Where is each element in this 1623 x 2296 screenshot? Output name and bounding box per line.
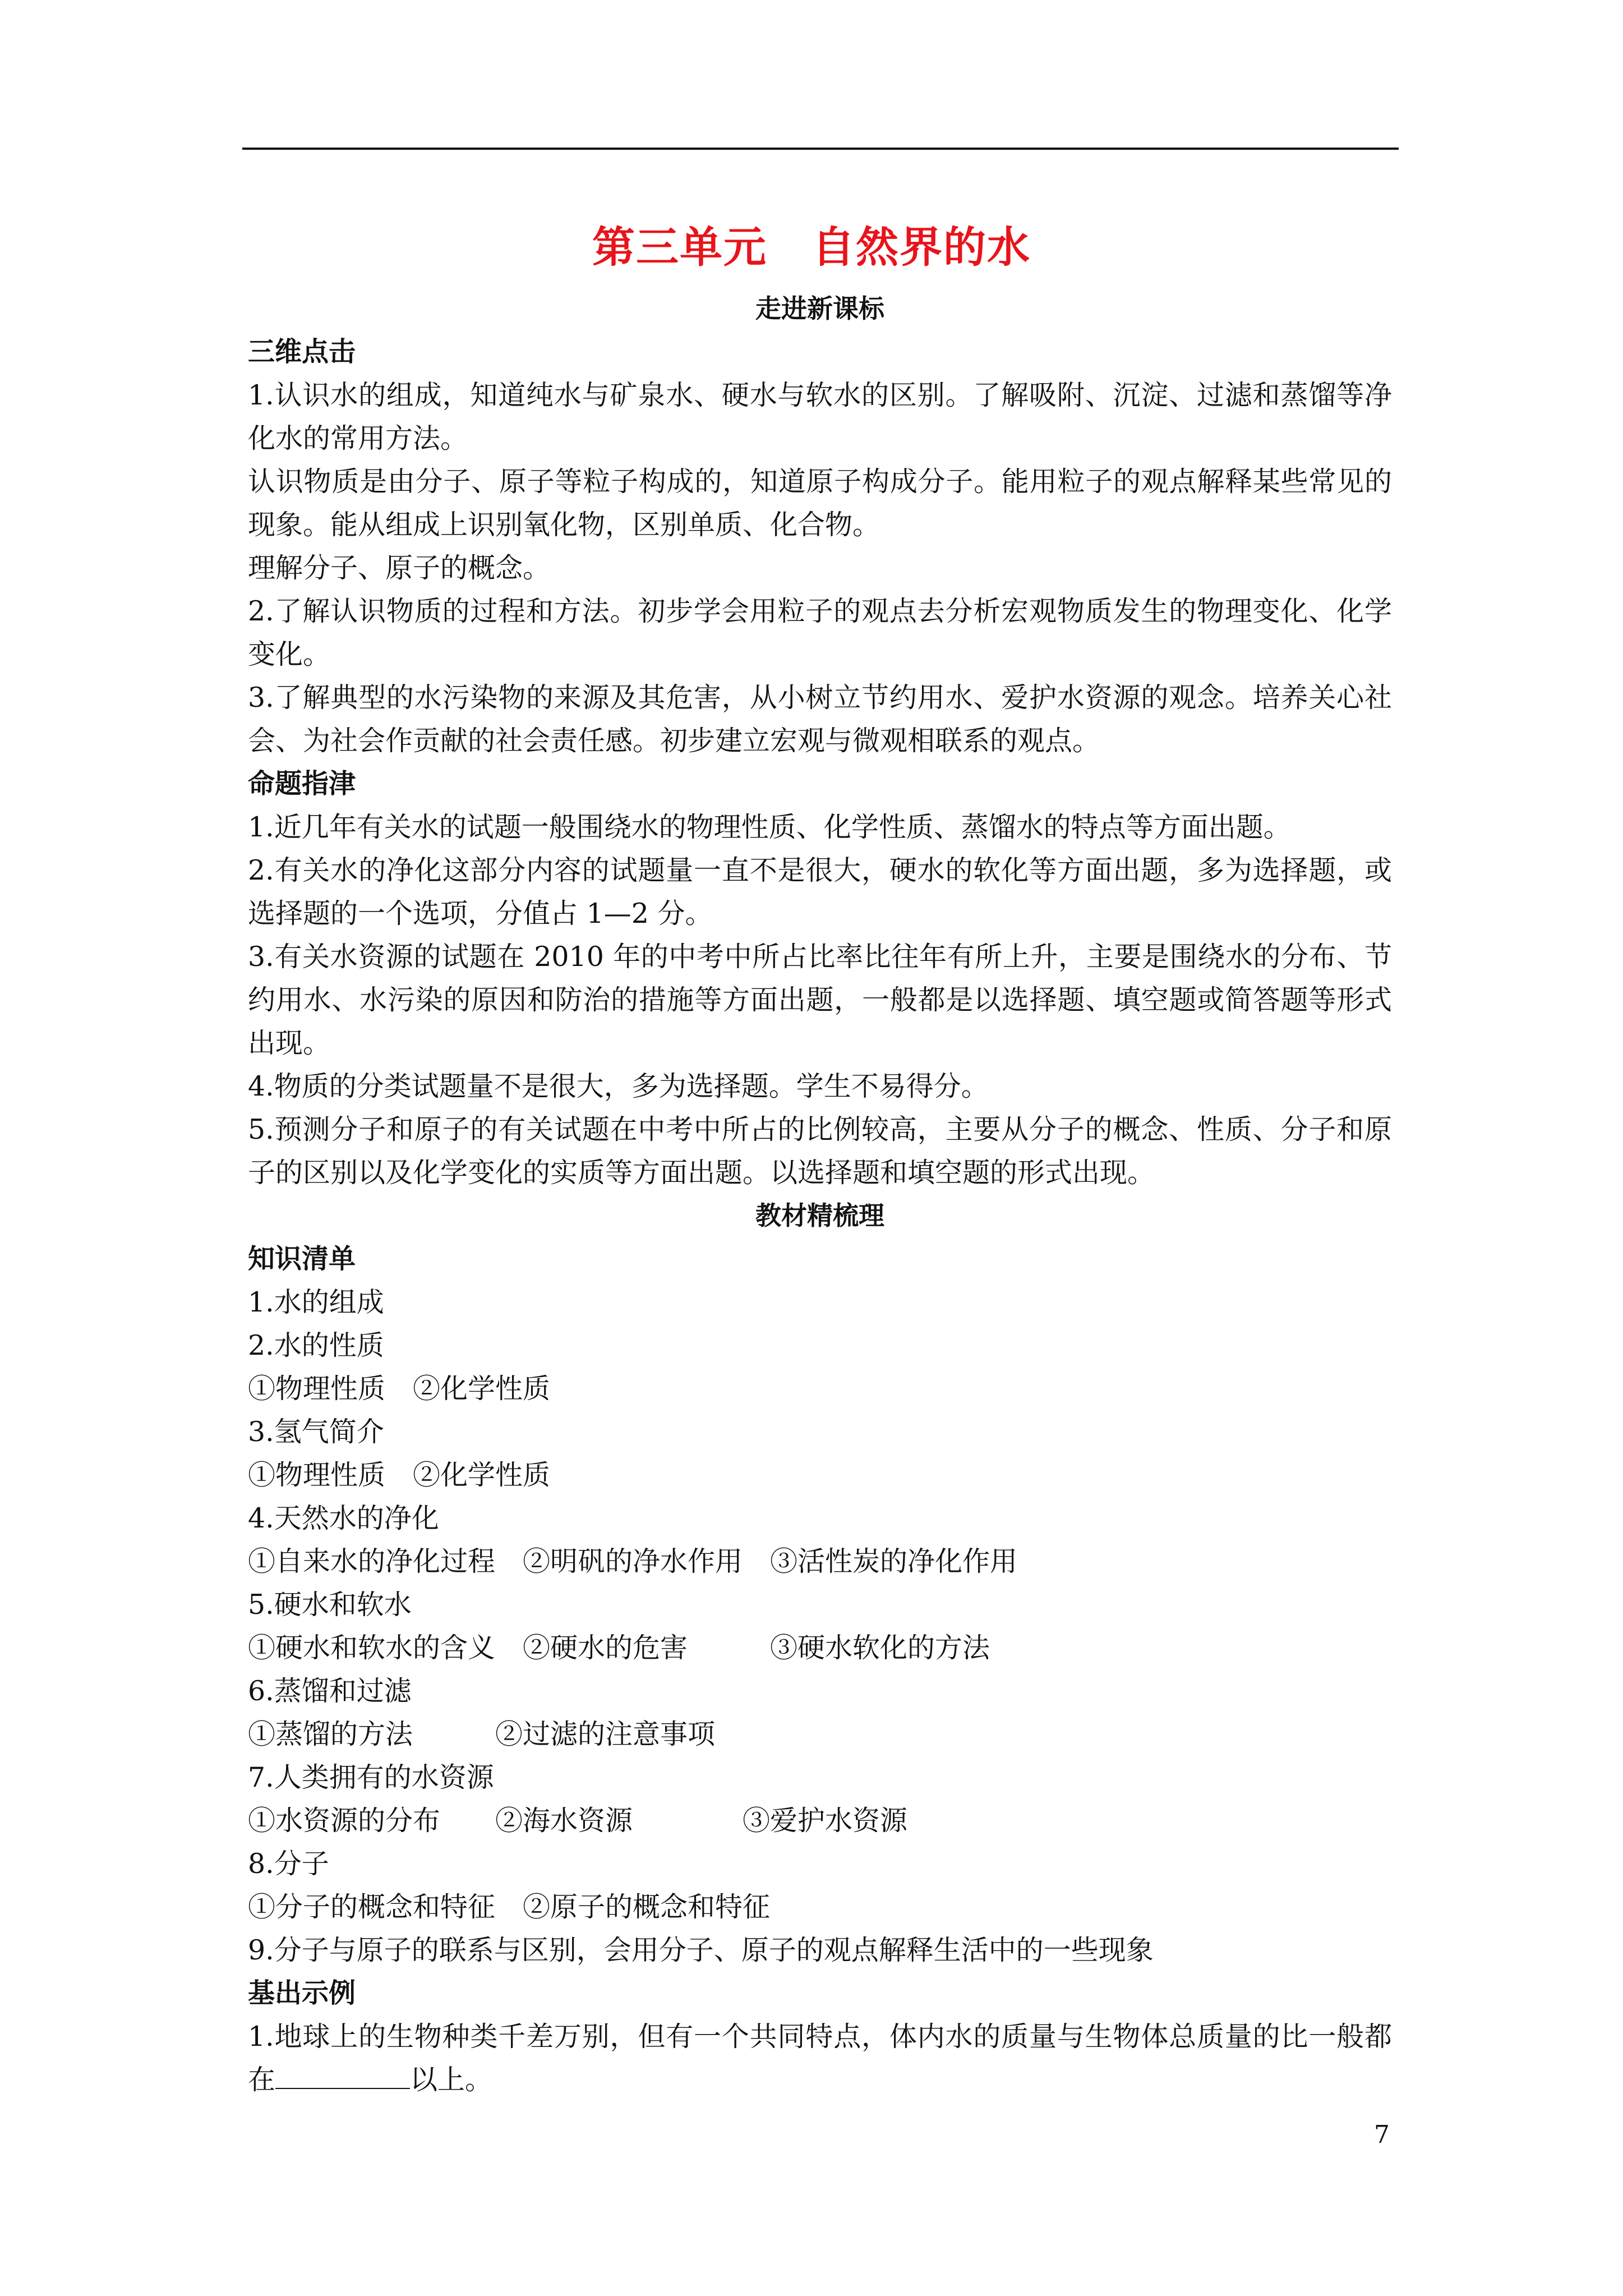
mingti-paragraph: 4.物质的分类试题量不是很大，多为选择题。学生不易得分。 bbox=[248, 1070, 989, 1102]
knowledge-item: ①物理性质 ②化学性质 bbox=[248, 1373, 551, 1405]
mingti-paragraph: 2.有关水的净化这部分内容的试题量一直不是很大，硬水的软化等方面出题，多为选择题，或选择题的一个选项，分值占 1—2 分。 bbox=[248, 854, 1392, 930]
heading-mingti: 命题指津 bbox=[248, 768, 356, 799]
knowledge-item: 3.氢气简介 bbox=[248, 1416, 384, 1448]
title-topic: 自然界的水 bbox=[812, 222, 1031, 272]
knowledge-item: ①硬水和软水的含义 ②硬水的危害 ③硬水软化的方法 bbox=[248, 1632, 990, 1664]
knowledge-item: 1.水的组成 bbox=[248, 1286, 384, 1318]
knowledge-item: 2.水的性质 bbox=[248, 1329, 384, 1361]
example-question bbox=[248, 2015, 1392, 2101]
sanwei-paragraph: 3.了解典型的水污染物的来源及其危害，从小树立节约用水、爱护水资源的观念。培养关心社会、为社会作贡献的社会责任感。初步建立宏观与微观相联系的观点。 bbox=[248, 682, 1392, 757]
example-text-end: 以上。 bbox=[410, 2064, 493, 2096]
heading-zhishi: 知识清单 bbox=[248, 1243, 356, 1274]
knowledge-item: 7.人类拥有的水资源 bbox=[248, 1761, 494, 1793]
knowledge-item: 4.天然水的净化 bbox=[248, 1502, 439, 1534]
heading-jiaocai: 教材精梳理 bbox=[755, 1200, 884, 1231]
knowledge-item: ①物理性质 ②化学性质 bbox=[248, 1459, 551, 1491]
title-unit: 第三单元 bbox=[592, 222, 767, 272]
page-title bbox=[0, 213, 1623, 274]
sanwei-paragraph: 1.认识水的组成，知道纯水与矿泉水、硬水与软水的区别。了解吸附、沉淀、过滤和蒸馏等净化水的常用方法。 bbox=[248, 379, 1392, 454]
knowledge-item: 5.硬水和软水 bbox=[248, 1589, 412, 1621]
knowledge-item: 8.分子 bbox=[248, 1848, 329, 1880]
answer-blank[interactable] bbox=[275, 2065, 410, 2089]
knowledge-item: ①水资源的分布 ②海水资源 ③爱护水资源 bbox=[248, 1805, 908, 1837]
knowledge-item: ①蒸馏的方法 ②过滤的注意事项 bbox=[248, 1718, 716, 1750]
page-number: 7 bbox=[1374, 2120, 1390, 2149]
knowledge-item: 9.分子与原子的联系与区别，会用分子、原子的观点解释生活中的一些现象 bbox=[248, 1934, 1154, 1966]
example-text: 1.地球上的生物种类千差万别，但有一个共同特点，体内水的质量与生物体总质量的比一般都在 bbox=[248, 2021, 1392, 2096]
heading-jichu: 基出示例 bbox=[248, 1977, 356, 2009]
knowledge-item: ①分子的概念和特征 ②原子的概念和特征 bbox=[248, 1891, 771, 1923]
mingti-paragraph: 1.近几年有关水的试题一般围绕水的物理性质、化学性质、蒸馏水的特点等方面出题。 bbox=[248, 811, 1291, 843]
knowledge-item: ①自来水的净化过程 ②明矾的净水作用 ③活性炭的净化作用 bbox=[248, 1545, 1018, 1577]
heading-new-standard: 走进新课标 bbox=[755, 293, 884, 324]
header-rule bbox=[242, 148, 1399, 150]
mingti-paragraph: 5.预测分子和原子的有关试题在中考中所占的比例较高，主要从分子的概念、性质、分子和原子的区别以及化学变化的实质等方面出题。以选择题和填空题的形式出现。 bbox=[248, 1114, 1392, 1189]
document-body bbox=[248, 287, 1392, 2101]
heading-sanwei: 三维点击 bbox=[248, 336, 356, 367]
sanwei-paragraph: 认识物质是由分子、原子等粒子构成的，知道原子构成分子。能用粒子的观点解释某些常见的现象。能从组成上识别氧化物，区别单质、化合物。 bbox=[248, 466, 1392, 541]
sanwei-paragraph: 2.了解认识物质的过程和方法。初步学会用粒子的观点去分析宏观物质发生的物理变化、化学变化。 bbox=[248, 595, 1392, 670]
knowledge-item: 6.蒸馏和过滤 bbox=[248, 1675, 412, 1707]
mingti-paragraph: 3.有关水资源的试题在 2010 年的中考中所占比率比往年有所上升，主要是围绕水的分布、节约用水、水污染的原因和防治的措施等方面出题，一般都是以选择题、填空题或简答题等形式出现。 bbox=[248, 941, 1392, 1059]
sanwei-paragraph: 理解分子、原子的概念。 bbox=[248, 552, 551, 584]
